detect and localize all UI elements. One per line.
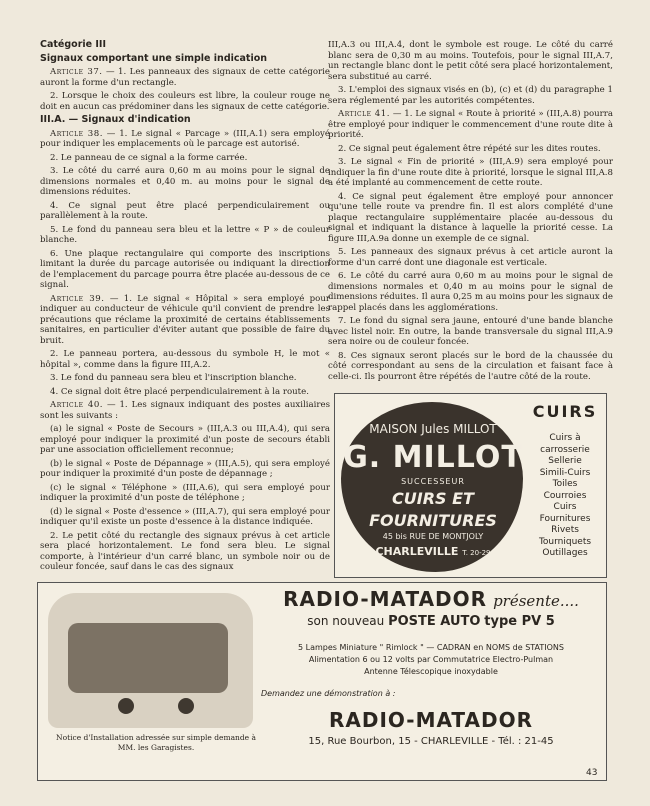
article-41-para-2: 2. Ce signal peut également être répété sur les dites routes.: [338, 143, 601, 154]
category-subtitle: Signaux comportant une simple indication: [40, 52, 268, 64]
article-40-continuation: III,A.3 ou III,A.4, dont le symbole est rouge. Le côté du carré blanc sera de 0,30 m au moins. Toutefois, pour le signal III,A.7, un rectangle blanc dont le petit côté sera placé horizontalement, sera substitué au carré.: [328, 40, 613, 82]
millot-item: carrosserie: [540, 444, 590, 455]
millot-city-line: [343, 545, 523, 558]
millot-product-list: [525, 402, 605, 560]
radio-demandez: Demandez une démonstration à :: [261, 689, 396, 698]
article-40-para-3: 3. L'emploi des signaux visés en (b), (c) et (d) du paragraphe 1 sera réglementé par les autorités compétentes.: [328, 85, 613, 106]
millot-item: Sellerie: [548, 456, 582, 466]
section-title: III.A. — Signaux d'indication: [40, 114, 191, 125]
radio-text: [261, 587, 596, 747]
millot-city: CHARLEVILLE: [375, 545, 459, 558]
millot-item: Fournitures: [539, 513, 591, 524]
millot-item: Simili-Cuirs: [539, 467, 591, 478]
radio-headline: [266, 587, 596, 611]
radio-knob-icon: [178, 698, 194, 714]
article-41-para-4: 4. Ce signal peut également être employé pour annoncer qu'une telle route va prendre fin. Il est alors complété d'une plaque rectangulaire supplémentaire placée au-dessous du signal et indiquant la distance à laquelle la priorité cesse. La figure III,A.9a donne un exemple de ce signal.: [328, 191, 613, 244]
radio-brand: RADIO-MATADOR: [283, 587, 488, 611]
radio-spec-1: 5 Lampes Miniature " Rimlock " — CADRAN en NOMS de STATIONS: [298, 643, 564, 652]
article-40-item-b: (b) le signal « Poste de Dépannage » (III,A.5), qui sera employé pour indiquer la proximité d'un poste de dépannage ;: [40, 458, 330, 479]
article-37-para-1: Article 37. — 1. Les panneaux des signaux de cette catégorie auront la forme d'un rectangle.: [40, 67, 330, 88]
article-40-para-2: 2. Le petit côté du rectangle des signaux prévus à cet article sera placé horizontalement. Le fond sera bleu. Le signal comporte, à l'intérieur d'un carré blanc, un symbole noir ou de couleur foncée, sauf dans le cas des signaux: [40, 530, 330, 572]
car-radio-image: [48, 593, 253, 728]
article-40-item-a: (a) le signal « Poste de Secours » (III,A.3 ou III,A.4), qui sera employé pour indiquer la proximité d'un poste de secours établi par une association officiellement reconnue;: [40, 424, 330, 455]
article-37-label: Article 37.: [50, 67, 103, 77]
article-41-para-1: Article 41. — 1. Le signal « Route à priorité » (III,A.8) pourra être employé pour indiquer le commencement d'une route dite à priorité.: [328, 109, 613, 140]
article-37-para-2: 2. Lorsque le choix des couleurs est libre, la couleur rouge ne doit en aucun cas prédominer dans les signaux de cette catégorie.: [40, 91, 330, 112]
left-column: [40, 40, 330, 576]
article-39-para-4: 4. Ce signal doit être placé perpendiculairement à la route.: [50, 386, 309, 397]
article-40-item-c: (c) le signal « Téléphone » (III,A.6), qui sera employé pour indiquer la proximité d'un poste de téléphone ;: [40, 482, 330, 503]
article-38-para-6: 6. Une plaque rectangulaire qui comporte des inscriptions limitant la durée du parcage autorisée ou indiquant la direction de l'emplacement du parcage pourra être placée au-dessous de ce signal.: [40, 248, 330, 290]
article-41-para-8: 8. Ces signaux seront placés sur le bord de la chaussée du côté correspondant au sens de la circulation et faisant face à celle-ci. Ils pourront être répétés de l'autre côté de la route.: [328, 350, 613, 382]
millot-item: Courroies: [543, 490, 587, 501]
article-38-para-4: 4. Ce signal peut être placé perpendiculairement ou parallèlement à la route.: [40, 200, 330, 221]
millot-item: Outillages: [542, 548, 588, 558]
millot-cuirs-line2: FOURNITURES: [369, 511, 497, 530]
millot-item: Cuirs à: [549, 433, 581, 443]
radio-knob-icon: [118, 698, 134, 714]
article-40-para-1: Article 40. — 1. Les signaux indiquant des postes auxiliaires sont les suivants :: [40, 400, 330, 421]
article-41-para-5: 5. Les panneaux des signaux prévus à cet article auront la forme d'un carré dont une diagonale est verticale.: [328, 247, 613, 268]
millot-logo: [343, 400, 523, 558]
article-38-para-1: Article 38. — 1. Le signal « Parcage » (III,A.1) sera employé pour indiquer les emplacements où le parcage est autorisé.: [40, 128, 330, 149]
millot-items: [525, 433, 605, 560]
millot-item: Toiles: [552, 479, 578, 489]
article-39-para-2: 2. Le panneau portera, au-dessous du symbole H, le mot « hôpital », comme dans la figure III,A.2.: [40, 349, 330, 370]
radio-presente: présente....: [493, 592, 579, 610]
radio-notice: Notice d'Installation adressée sur simple demande à MM. les Garagistes.: [56, 733, 256, 752]
millot-address: 45 bis RUE DE MONTJOLY: [382, 532, 484, 541]
millot-name: G. MILLOT: [343, 440, 523, 475]
radio-address: 15, Rue Bourbon, 15 - CHARLEVILLE - Tél. : 21-45: [308, 736, 554, 747]
right-column: [328, 40, 613, 385]
millot-item: Tourniquets: [538, 536, 592, 547]
article-38-label: Article 38.: [50, 128, 103, 139]
millot-cuirs-line1: CUIRS ET: [392, 489, 474, 508]
millot-item: Cuirs: [553, 502, 577, 512]
article-38-para-5: 5. Le fond du panneau sera bleu et la lettre « P » de couleur blanche.: [40, 224, 330, 245]
millot-tel: T. 20-29: [462, 549, 491, 557]
article-38-para-3: 3. Le côté du carré aura 0,60 m au moins pour le signal de dimensions normales et 0,40 m. au moins pour le signal de dimensions réduites.: [40, 166, 330, 197]
category-title: Catégorie III: [40, 39, 106, 50]
article-40-label: Article 40.: [50, 400, 104, 410]
radio-spec-3: Antenne Télescopique inoxydable: [364, 667, 498, 676]
article-41-para-7: 7. Le fond du signal sera jaune, entouré d'une bande blanche avec listel noir. En outre, la bande transversale du signal III,A.9 sera noire ou de couleur foncée.: [328, 316, 613, 347]
millot-successeur: SUCCESSEUR: [401, 477, 465, 486]
article-38-para-2: 2. Le panneau de ce signal a la forme carrée.: [50, 152, 248, 163]
article-40-item-d: (d) le signal « Poste d'essence » (III,A.7), qui sera employé pour indiquer qu'il existe un poste d'essence à la distance indiquée.: [40, 506, 330, 527]
article-39-para-3: 3. Le fond du panneau sera bleu et l'inscription blanche.: [50, 373, 297, 383]
radio-matador-advertisement: [37, 582, 607, 781]
article-39-label: Article 39.: [50, 293, 105, 304]
article-39-para-1: Article 39. — 1. Le signal « Hôpital » sera employé pour indiquer au conducteur de véhicule qu'il convient de prendre les précautions que réclame la proximité de certains établissements sanitaires, en particulier d'éviter autant que possible de faire du bruit.: [40, 293, 330, 346]
radio-grille: [68, 623, 228, 693]
article-41-label: Article 41.: [338, 109, 390, 119]
millot-item: Rivets: [551, 525, 579, 535]
page-number: 43: [586, 768, 598, 778]
millot-side-title: CUIRS: [532, 402, 598, 421]
radio-brand-2: RADIO-MATADOR: [329, 708, 533, 732]
millot-advertisement: [334, 393, 607, 578]
article-41-para-3: 3. Le signal « Fin de priorité » (III,A.9) sera employé pour indiquer la fin d'une route dite à priorité, lorsque le signal III,A.8 a été implanté au commencement de cette route.: [328, 157, 613, 188]
radio-subtitle: son nouveau POSTE AUTO type PV 5: [307, 614, 555, 629]
millot-maison: MAISON Jules MILLOT: [369, 422, 497, 436]
article-41-para-6: 6. Le côté du carré aura 0,60 m au moins pour le signal de dimensions normales et 0,40 m au moins pour le signal de dimensions réduites. Il aura 0,25 m au moins pour les signaux de rappel placés dans les agglomérations.: [328, 271, 613, 313]
radio-spec-2: Alimentation 6 ou 12 volts par Commutatrice Electro-Pulman: [308, 655, 554, 664]
